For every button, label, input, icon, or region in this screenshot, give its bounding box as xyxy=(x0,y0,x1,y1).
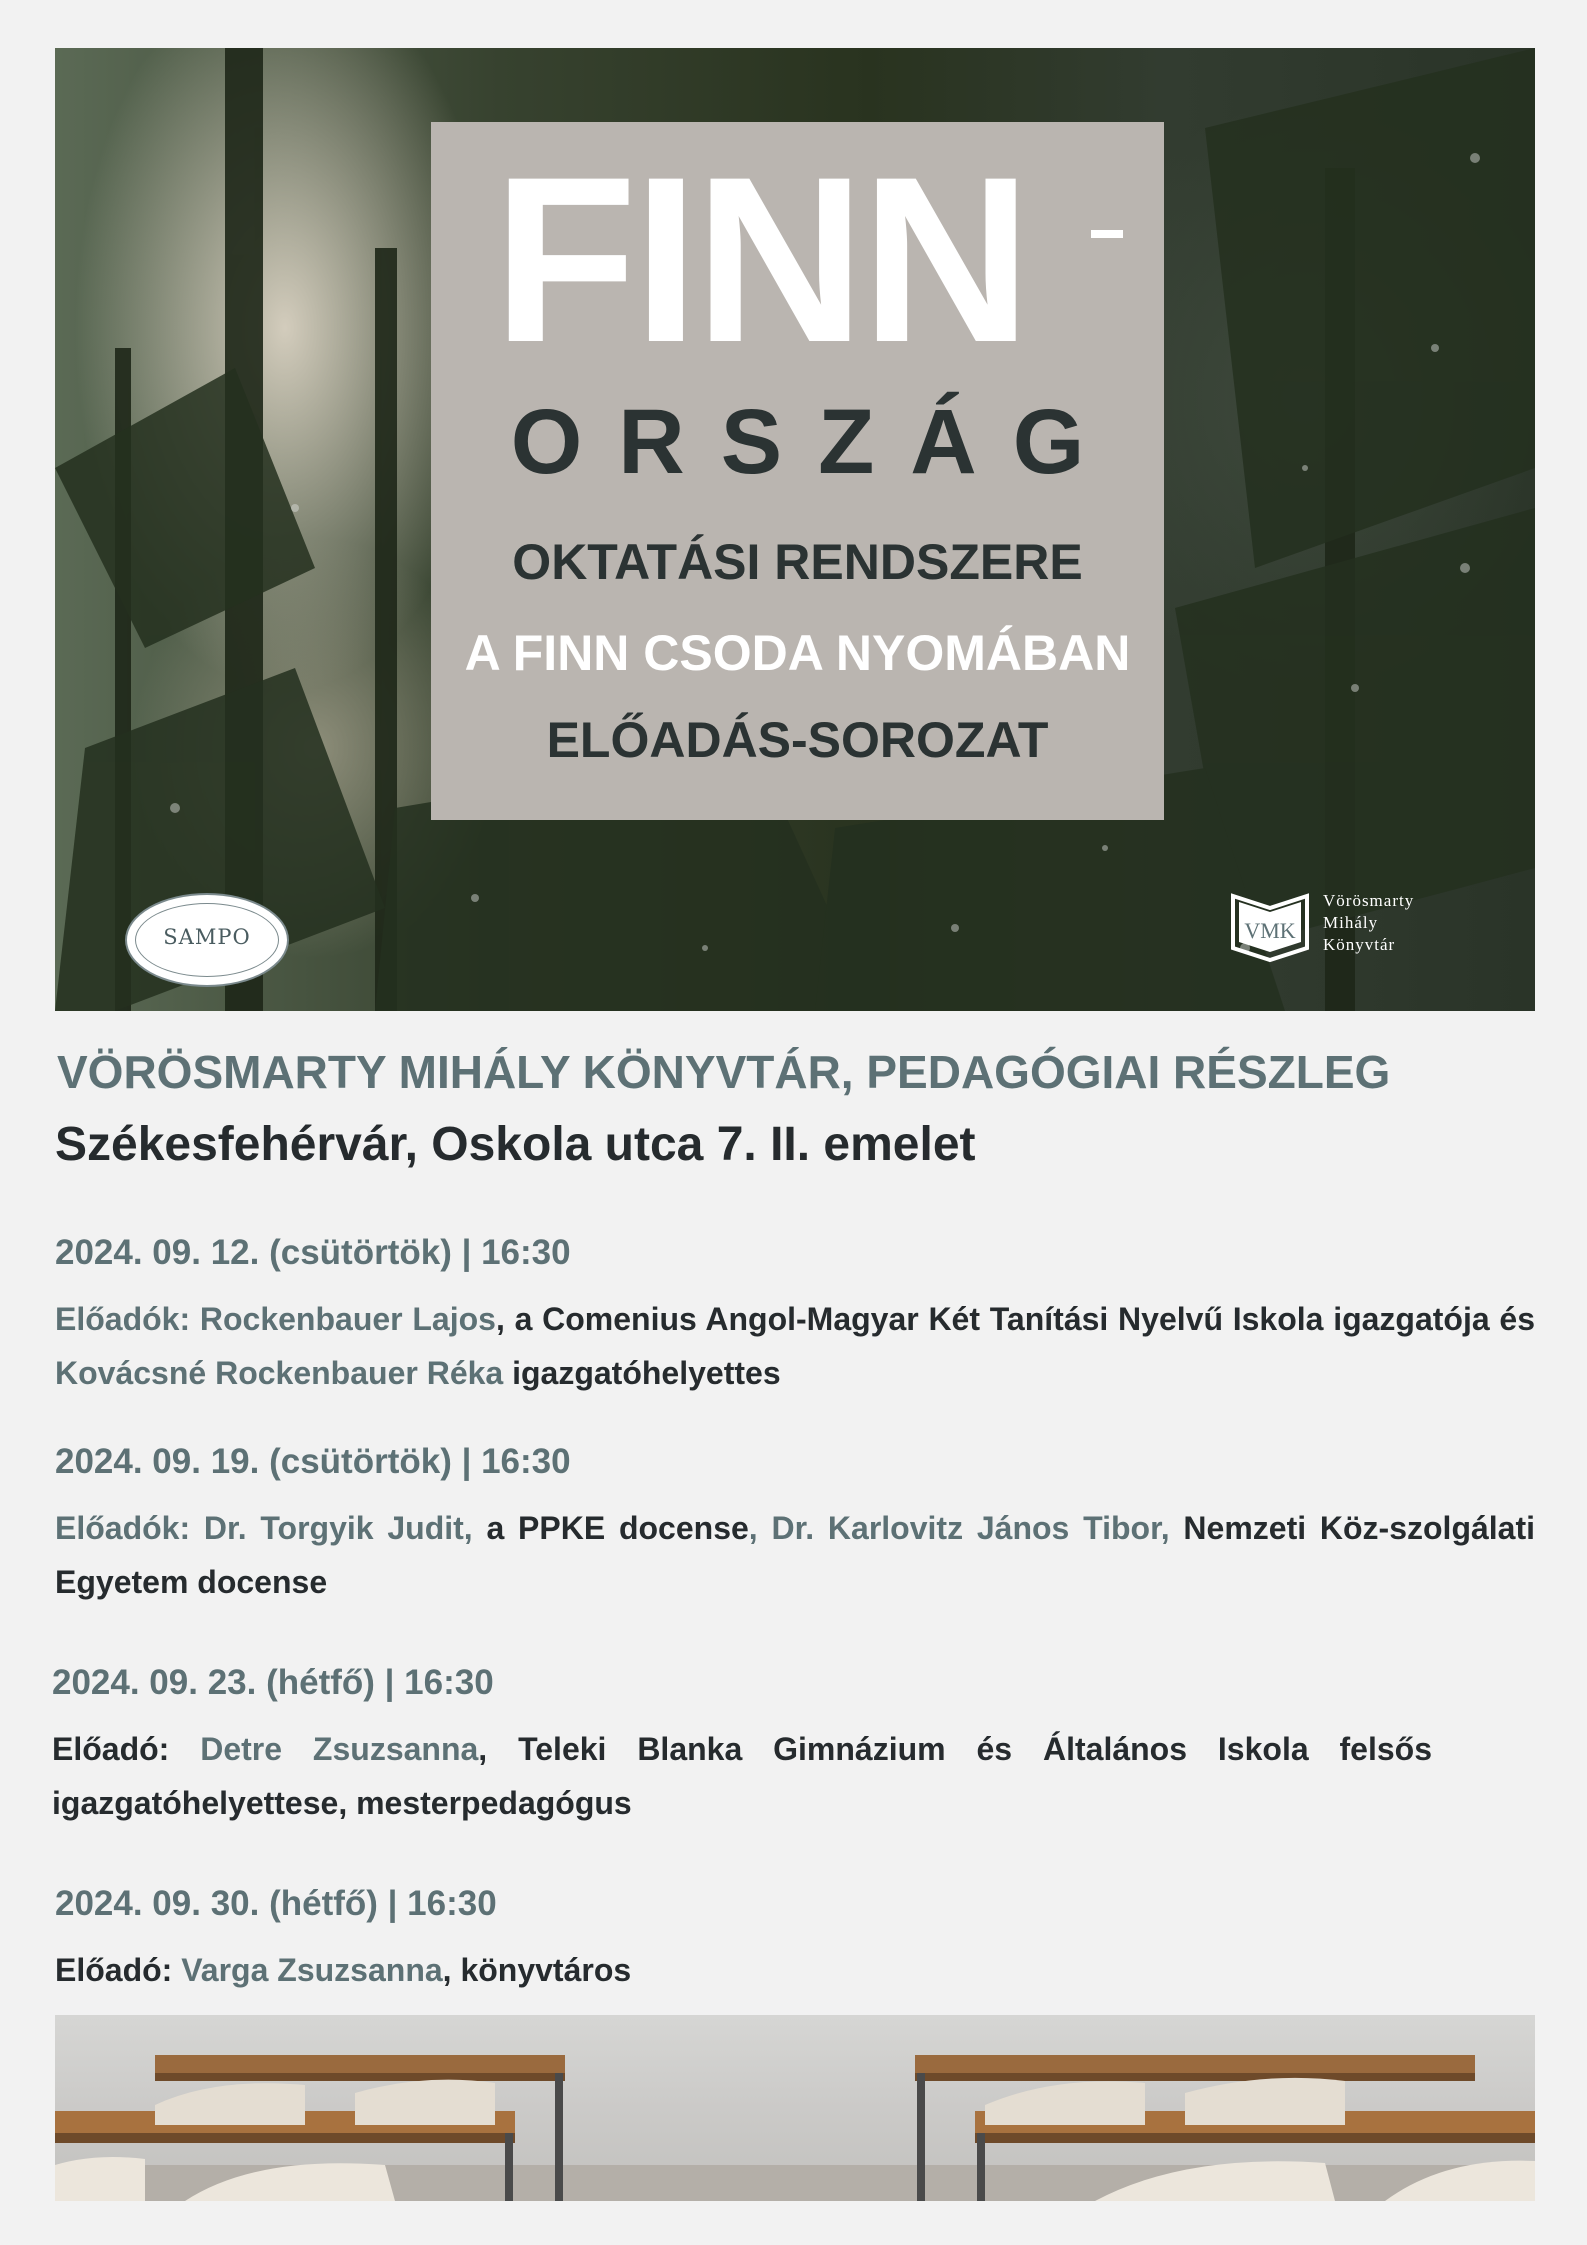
vmk-logo-line3: Könyvtár xyxy=(1323,935,1396,955)
event-2 xyxy=(55,1444,1535,1609)
speaker-label: Előadó: xyxy=(55,1952,173,1988)
event-speakers xyxy=(55,1292,1535,1400)
classroom-desks-image xyxy=(55,2015,1535,2201)
venue-name: VÖRÖSMARTY MIHÁLY KÖNYVTÁR, PEDAGÓGIAI RÉSZLEG xyxy=(57,1046,1391,1098)
speaker-role: Nemzeti Köz-szolgálati Egyetem docense xyxy=(55,1510,1536,1600)
speaker-role: , Teleki Blanka Gimnázium és Általános Iskola felsős igazgatóhelyettese, mesterpedagógus xyxy=(52,1731,1432,1821)
speaker-name: Detre Zsuzsanna xyxy=(200,1731,479,1767)
title-hyphen xyxy=(1091,230,1123,238)
speaker-name: Rockenbauer Lajos xyxy=(199,1301,496,1337)
speaker-role: , könyvtáros xyxy=(442,1952,632,1988)
speaker-name: , Dr. Karlovitz János Tibor, xyxy=(748,1510,1170,1546)
vmk-logo-line2: Mihály xyxy=(1323,913,1379,933)
event-speakers xyxy=(55,1501,1535,1609)
title-box xyxy=(431,122,1164,820)
subtitle-oktatasi-rendszere: OKTATÁSI RENDSZERE xyxy=(512,534,1083,590)
vmk-book-icon xyxy=(1225,878,1315,968)
title-orszag: ORSZÁG xyxy=(510,391,1121,493)
hero-banner xyxy=(55,48,1535,1011)
speaker-label: Előadók: xyxy=(55,1301,191,1337)
sampo-logo-text: SAMPO xyxy=(163,925,251,949)
speaker-label: Előadó: xyxy=(52,1731,170,1767)
speaker-label: Előadók: Dr. Torgyik Judit, xyxy=(55,1510,473,1546)
event-1 xyxy=(55,1235,1535,1400)
event-date: 2024. 09. 12. (csütörtök) | 16:30 xyxy=(55,1233,571,1272)
subtitle-finn-csoda: A FINN CSODA NYOMÁBAN xyxy=(464,625,1131,681)
event-4 xyxy=(55,1886,1535,1997)
vmk-logo-line1: Vörösmarty xyxy=(1323,891,1415,910)
classroom-desks-drawing xyxy=(55,2015,1535,2201)
subtitle-eloadas-sorozat: ELŐADÁS-SOROZAT xyxy=(546,712,1049,768)
vmk-logo-mark: VMK xyxy=(1244,918,1296,943)
event-date: 2024. 09. 30. (hétfő) | 16:30 xyxy=(55,1884,497,1923)
sampo-logo xyxy=(125,893,289,987)
event-speakers xyxy=(52,1722,1432,1830)
venue-address: Székesfehérvár, Oskola utca 7. II. emelet xyxy=(55,1118,976,1171)
speaker-role: a PPKE docense xyxy=(472,1510,749,1546)
speaker-name: Kovácsné Rockenbauer Réka xyxy=(55,1355,504,1391)
speaker-role: igazgatóhelyettes xyxy=(503,1355,781,1391)
event-3 xyxy=(52,1665,1532,1830)
speaker-name: Varga Zsuzsanna xyxy=(181,1952,443,1988)
event-date: 2024. 09. 19. (csütörtök) | 16:30 xyxy=(55,1442,571,1481)
vmk-logo-text xyxy=(1323,890,1414,956)
event-speakers xyxy=(55,1943,1535,1997)
event-date: 2024. 09. 23. (hétfő) | 16:30 xyxy=(52,1663,494,1702)
speaker-role: , a Comenius Angol-Magyar Két Tanítási Nyelvű Iskola igazgatója és xyxy=(495,1301,1536,1337)
title-finn: FINN xyxy=(493,128,1028,392)
